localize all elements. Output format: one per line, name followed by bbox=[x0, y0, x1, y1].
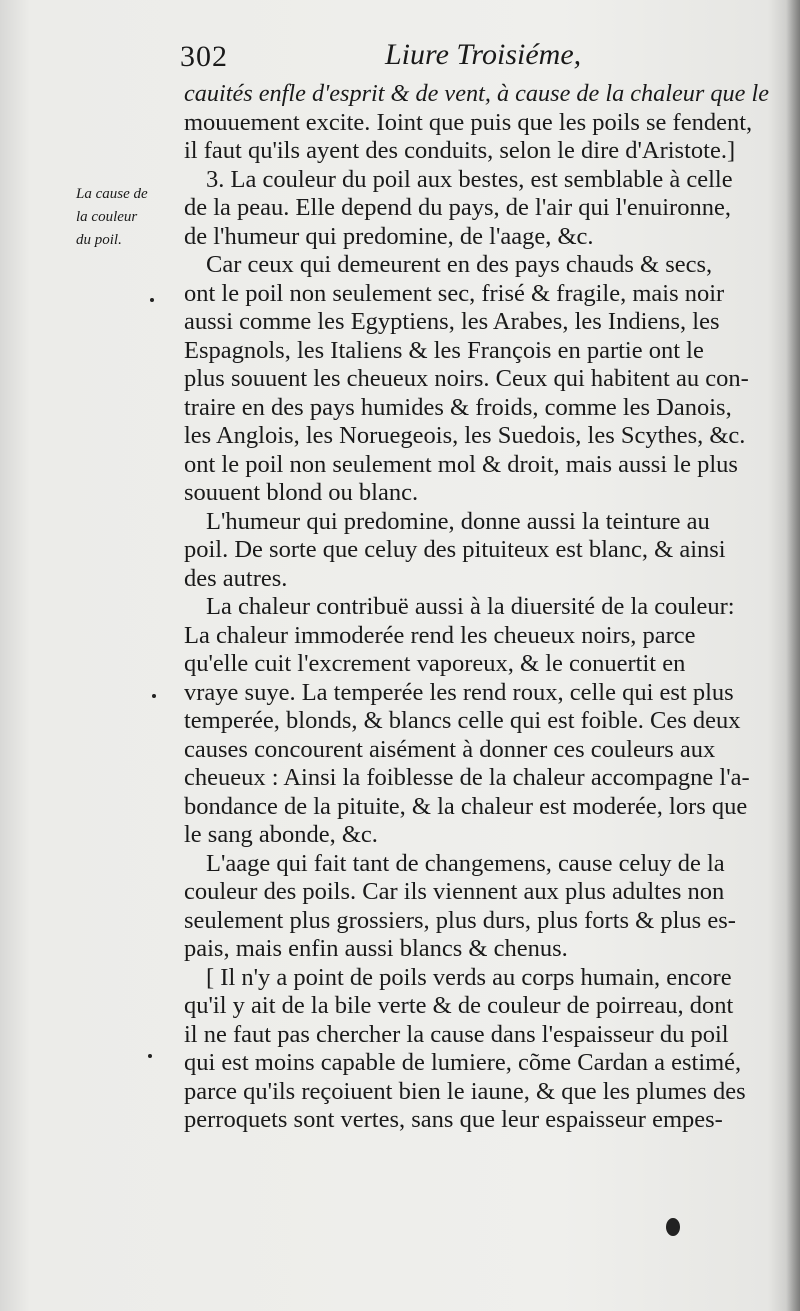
text-line: Car ceux qui demeurent en des pays chauds & secs, bbox=[206, 251, 713, 278]
text-line: perroquets sont vertes, sans que leur espaisseur empes- bbox=[184, 1106, 723, 1133]
text-line: ont le poil non seulement mol & droit, mais aussi le plus bbox=[184, 450, 738, 478]
text-line: L'aage qui fait tant de changemens, cause celuy de la bbox=[206, 849, 725, 877]
text-line: 3. La couleur du poil aux bestes, est semblable à celle bbox=[206, 165, 733, 193]
text-line: aussi comme les Egyptiens, les Arabes, les Indiens, les bbox=[184, 308, 720, 335]
page-header bbox=[180, 34, 780, 74]
text-line: causes concourent aisément à donner ces couleurs aux bbox=[184, 735, 716, 763]
text-line: La chaleur immoderée rend les cheueux noirs, parce bbox=[184, 621, 696, 649]
ink-speck bbox=[148, 1054, 152, 1058]
text-line: traire en des pays humides & froids, comme les Danois, bbox=[184, 393, 732, 421]
text-line: temperée, blonds, & blancs celle qui est foible. Ces deux bbox=[184, 707, 741, 734]
text-line: seulement plus grossiers, plus durs, plus forts & plus es- bbox=[184, 906, 736, 934]
margin-note-line: la couleur bbox=[76, 209, 138, 225]
running-title: Liure Troisiéme, bbox=[385, 38, 582, 71]
ink-speck bbox=[666, 1218, 680, 1236]
text-line: cheueux : Ainsi la foiblesse de la chaleur accompagne l'a- bbox=[184, 764, 750, 791]
text-line: poil. De sorte que celuy des pituiteux est blanc, & ainsi bbox=[184, 536, 726, 563]
text-line: plus souuent les cheueux noirs. Ceux qui habitent au con- bbox=[184, 365, 749, 392]
text-line: La chaleur contribuë aussi à la diuersité de la couleur: bbox=[206, 593, 735, 620]
text-line: qui est moins capable de lumiere, cõme Cardan a estimé, bbox=[184, 1049, 742, 1076]
text-line: pais, mais enfin aussi blancs & chenus. bbox=[184, 935, 568, 962]
text-line: bondance de la pituite, & la chaleur est moderée, lors que bbox=[184, 792, 748, 820]
text-line: L'humeur qui predomine, donne aussi la teinture au bbox=[206, 507, 710, 535]
text-line: des autres. bbox=[184, 564, 288, 592]
text-line: ont le poil non seulement sec, frisé & fragile, mais noir bbox=[184, 279, 725, 307]
text-line: Espagnols, les Italiens & les François en partie ont le bbox=[184, 336, 704, 364]
text-line: parce qu'ils reçoiuent bien le iaune, & que les plumes des bbox=[184, 1077, 746, 1105]
text-line: qu'elle cuit l'excrement vaporeux, & le conuertit en bbox=[184, 650, 686, 677]
text-line: le sang abonde, &c. bbox=[184, 821, 378, 848]
margin-note-line: du poil. bbox=[76, 232, 122, 248]
ink-speck bbox=[152, 694, 156, 698]
text-line: qu'il y ait de la bile verte & de couleur de poirreau, dont bbox=[184, 992, 734, 1019]
margin-note-line: La cause de bbox=[76, 186, 148, 202]
text-line: les Anglois, les Noruegeois, les Suedois, les Scythes, &c. bbox=[184, 422, 746, 449]
text-line: souuent blond ou blanc. bbox=[184, 479, 419, 506]
text-line: de la peau. Elle depend du pays, de l'air qui l'enuironne, bbox=[184, 194, 731, 221]
margin-note bbox=[76, 183, 176, 252]
text-line: vraye suye. La temperée les rend roux, celle qui est plus bbox=[184, 678, 734, 706]
text-line: mouuement excite. Ioint que puis que les poils se fendent, bbox=[184, 108, 753, 136]
text-line: de l'humeur qui predomine, de l'aage, &c. bbox=[184, 222, 594, 250]
body-text bbox=[184, 80, 769, 1135]
page-edge-shadow bbox=[786, 0, 800, 1311]
text-line: il ne faut pas chercher la cause dans l'espaisseur du poil bbox=[184, 1020, 729, 1048]
text-line: cauités enfle d'esprit & de vent, à cause de la chaleur que le bbox=[184, 80, 769, 107]
text-line: [ Il n'y a point de poils verds au corps humain, encore bbox=[206, 963, 732, 991]
ink-speck bbox=[150, 298, 154, 302]
page-number: 302 bbox=[180, 40, 228, 73]
text-line: il faut qu'ils ayent des conduits, selon le dire d'Aristote.] bbox=[184, 137, 736, 164]
text-line: couleur des poils. Car ils viennent aux plus adultes non bbox=[184, 878, 725, 905]
